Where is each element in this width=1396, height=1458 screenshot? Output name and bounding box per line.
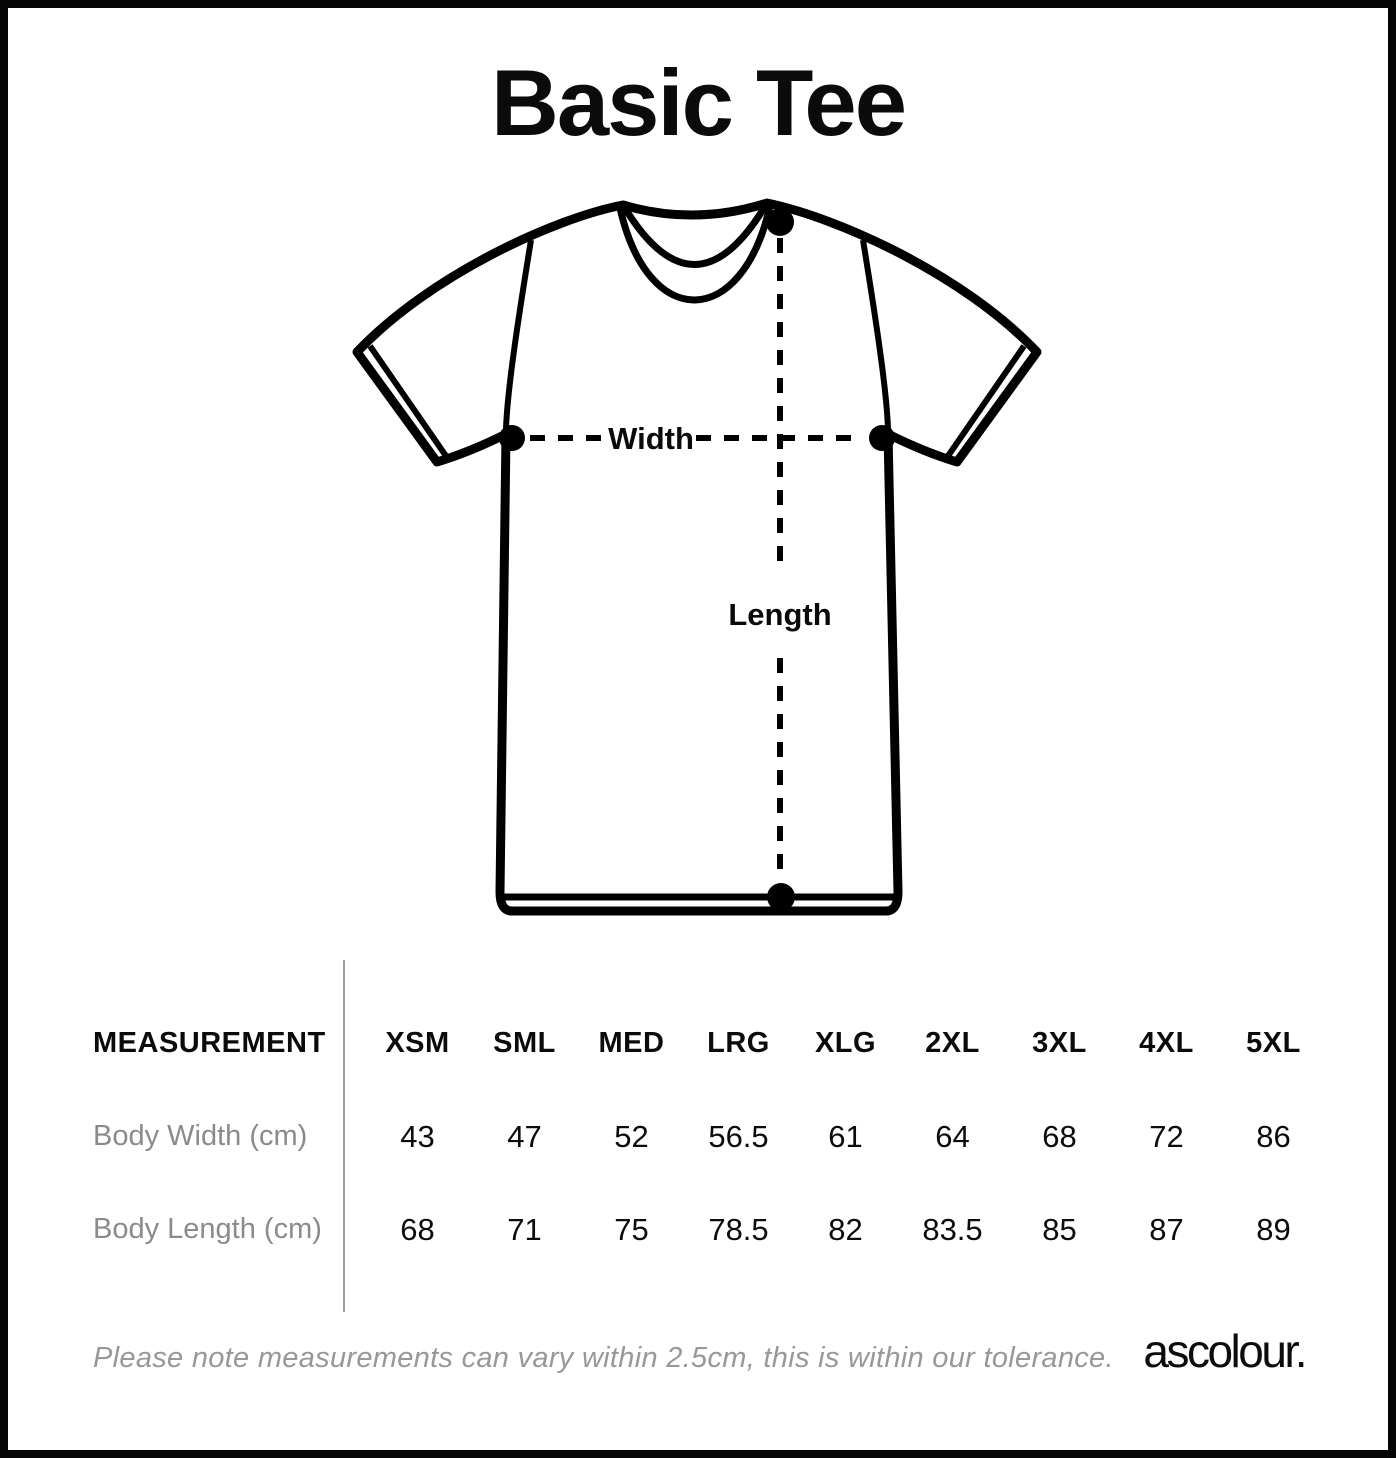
body-width-lrg: 56.5: [708, 1118, 769, 1154]
body-width-sml: 47: [507, 1118, 542, 1154]
body-length-med: 75: [614, 1211, 649, 1247]
body-length-3xl: 85: [1042, 1211, 1077, 1247]
body-length-sml: 71: [507, 1211, 542, 1247]
width-measure-label: Width: [608, 421, 694, 456]
tolerance-note: Please note measurements can vary within 2.5cm, this is within our tolerance.: [93, 1342, 1114, 1374]
body-width-3xl: 68: [1042, 1118, 1077, 1154]
size-table: [93, 997, 1327, 1276]
column-header-med: MED: [598, 1027, 665, 1059]
hem-point-dot: [767, 883, 795, 911]
column-header-xsm: XSM: [385, 1027, 450, 1059]
column-header-measurement: MEASUREMENT: [93, 1027, 326, 1059]
tshirt-outline: [357, 203, 1037, 911]
column-header-4xl: 4XL: [1139, 1027, 1194, 1059]
body-length-xsm: 68: [400, 1211, 435, 1247]
row-label-body-width: Body Width (cm): [93, 1120, 308, 1152]
body-width-4xl: 72: [1149, 1118, 1184, 1154]
column-header-3xl: 3XL: [1032, 1027, 1087, 1059]
body-length-4xl: 87: [1149, 1211, 1184, 1247]
body-width-med: 52: [614, 1118, 649, 1154]
body-length-5xl: 89: [1256, 1211, 1291, 1247]
left-armpit-dot: [499, 425, 525, 451]
brand-logo: ascolour.: [1143, 1325, 1305, 1377]
column-header-xlg: XLG: [814, 1027, 877, 1059]
body-width-xsm: 43: [400, 1118, 435, 1154]
column-header-sml: SML: [493, 1027, 556, 1059]
shoulder-point-dot: [766, 208, 794, 236]
body-width-2xl: 64: [935, 1118, 970, 1154]
right-armpit-dot: [869, 425, 895, 451]
row-label-body-length: Body Length (cm): [93, 1213, 322, 1245]
body-length-lrg: 78.5: [708, 1211, 769, 1247]
tshirt-measurement-diagram: [340, 180, 1060, 925]
column-header-lrg: LRG: [707, 1027, 770, 1059]
body-length-xlg: 82: [828, 1211, 863, 1247]
body-length-2xl: 83.5: [922, 1211, 983, 1247]
column-header-5xl: 5XL: [1246, 1027, 1301, 1059]
body-width-xlg: 61: [828, 1118, 863, 1154]
column-header-2xl: 2XL: [925, 1027, 980, 1059]
length-measure-label: Length: [728, 597, 832, 632]
body-width-5xl: 86: [1256, 1118, 1291, 1154]
page-title: Basic Tee: [491, 50, 905, 155]
